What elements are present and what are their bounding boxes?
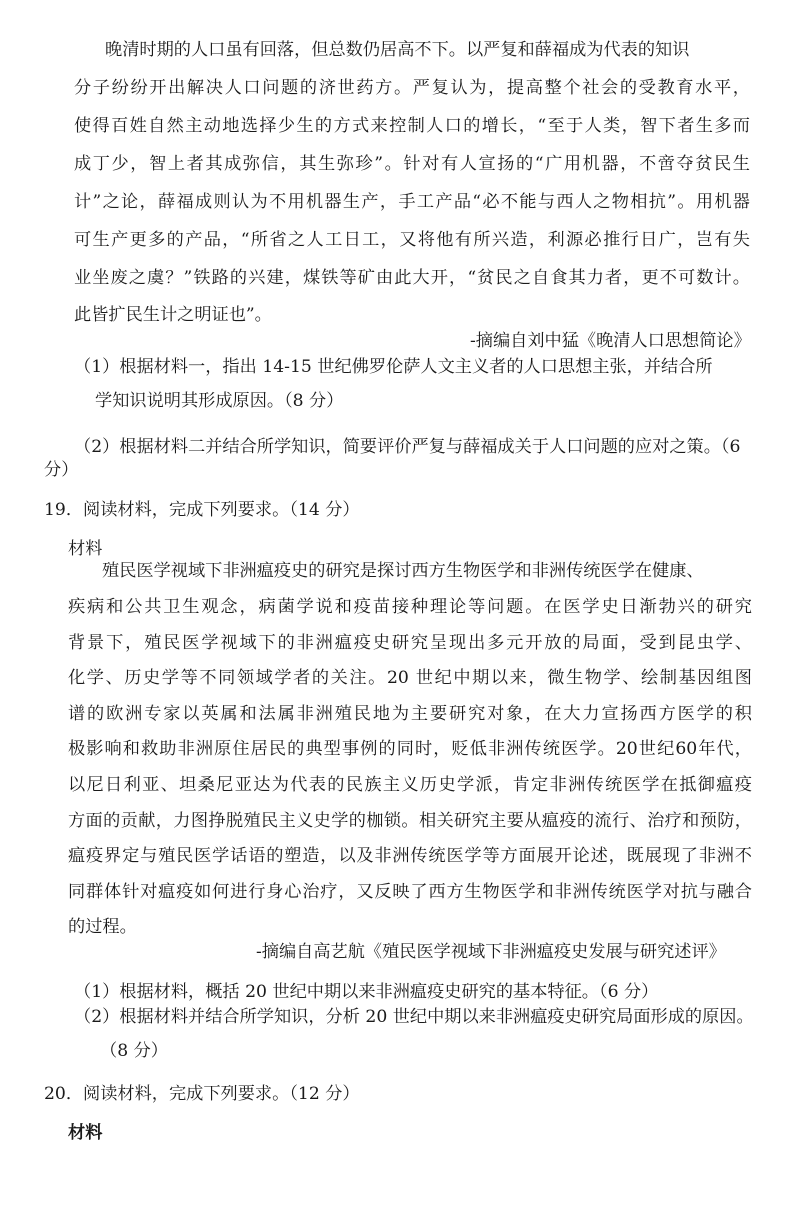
passage1-line: 分子纷纷开出解决人口问题的济世药方。严复认为，提高整个社会的受教育水平， (74, 78, 750, 98)
q19-passage-line: 极影响和救助非洲原住居民的典型事例的同时，贬低非洲传统医学。20世纪60年代， (68, 739, 752, 759)
q19-passage-line: 的过程。 (68, 917, 137, 937)
passage1-line: 业坐废之虞？”铁路的兴建，煤铁等矿由此大开，“贫民之自食其力者，更不可数计。 (74, 268, 750, 288)
passage1-source: -摘编自刘中猛《晚清人口思想简论》 (470, 331, 751, 351)
q20-heading: 20．阅读材料，完成下列要求。（12 分） (44, 1084, 360, 1104)
q18-question-2-cont: 分） (44, 460, 79, 480)
q19-question-2: （2）根据材料并结合所学知识，分析 20 世纪中期以来非洲瘟疫史研究局面形成的原因。 (74, 1007, 754, 1027)
passage1-line: 使得百姓自然主动地选择少生的方式来控制人口的增长，“至于人类，智下者生多而 (74, 116, 750, 136)
q19-passage-line: 殖民医学视域下非洲瘟疫史的研究是探讨西方生物医学和非洲传统医学在健康、 (102, 561, 704, 581)
passage1-line: 晚清时期的人口虽有回落，但总数仍居高不下。以严复和薛福成为代表的知识 (105, 40, 690, 60)
q19-passage-line: 疾病和公共卫生观念，病菌学说和疫苗接种理论等问题。在医学史日渐勃兴的研究 (68, 597, 752, 617)
q20-material-label: 材料 (68, 1123, 103, 1143)
passage1-line: 可生产更多的产品，“所省之人工日工，又将他有所兴造，利源必推行日广，岂有失 (74, 230, 750, 250)
passage1-line: 此皆扩民生计之明证也”。 (74, 305, 272, 325)
q19-question-1: （1）根据材料，概括 20 世纪中期以来非洲瘟疫史研究的基本特征。（6 分） (74, 982, 659, 1002)
q19-heading: 19．阅读材料，完成下列要求。（14 分） (44, 500, 360, 520)
q19-passage-line: 谱的欧洲专家以英属和法属非洲殖民地为主要研究对象，在大力宣扬西方医学的积 (68, 704, 752, 724)
passage1-line: 成丁少，智上者其成弥信，其生弥珍”。针对有人宣扬的“广用机器，不啻夺贫民生 (74, 154, 750, 174)
q19-passage-line: 瘟疫界定与殖民医学话语的塑造，以及非洲传统医学等方面展开论述，既展现了非洲不 (68, 846, 752, 866)
q19-source: -摘编自高艺航《殖民医学视域下非洲瘟疫史发展与研究述评》 (256, 942, 726, 962)
q19-passage-line: 化学、历史学等不同领域学者的关注。20 世纪中期以来，微生物学、绘制基因组图 (68, 668, 752, 688)
q19-material-label: 材料 (68, 539, 103, 559)
passage1-line: 计”之论，薛福成则认为不用机器生产，手工产品“必不能与西人之物相抗”。用机器 (74, 192, 750, 212)
q19-passage-line: 方面的贡献，力图挣脱殖民主义史学的枷锁。相关研究主要从瘟疫的流行、治疗和预防， (68, 811, 752, 831)
q18-question-2: （2）根据材料二并结合所学知识，简要评价严复与薛福成关于人口问题的应对之策。（6 (74, 437, 741, 457)
q18-question-1-cont: 学知识说明其形成原因。（8 分） (95, 391, 344, 411)
q19-passage-line: 同群体针对瘟疫如何进行身心治疗，又反映了西方生物医学和非洲传统医学对抗与融合 (68, 882, 752, 902)
q18-question-1: （1）根据材料一，指出 14-15 世纪佛罗伦萨人文主义者的人口思想主张，并结合所 (74, 357, 713, 377)
q19-question-2-cont: （8 分） (100, 1041, 168, 1061)
q19-passage-line: 背景下，殖民医学视域下的非洲瘟疫史研究呈现出多元开放的局面，受到昆虫学、 (68, 633, 752, 653)
q19-passage-line: 以尼日利亚、坦桑尼亚达为代表的民族主义历史学派，肯定非洲传统医学在抵御瘟疫 (68, 775, 752, 795)
